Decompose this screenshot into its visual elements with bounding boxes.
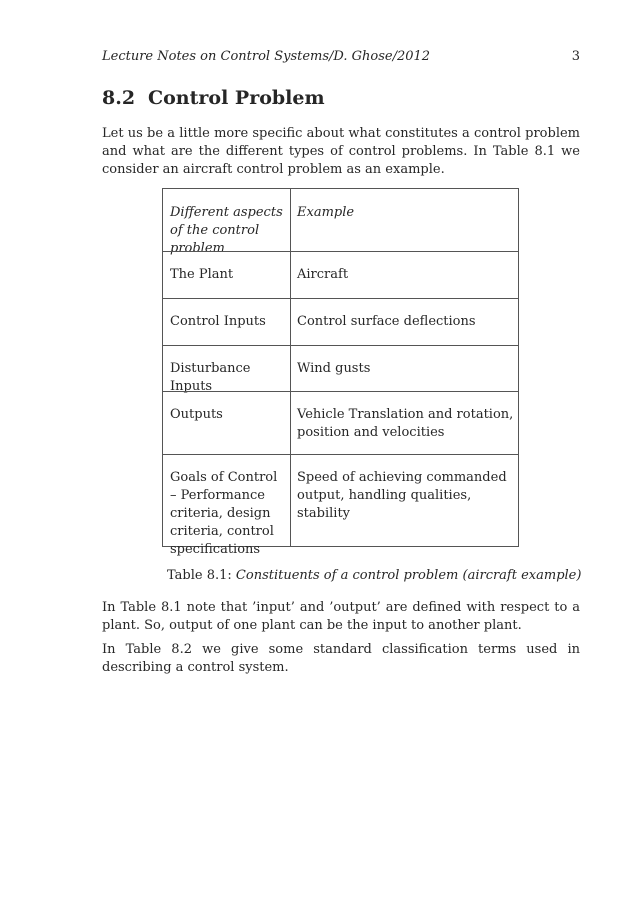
header-cell-example: Example: [297, 205, 355, 220]
aspect-cell: Disturbance Inputs: [170, 361, 251, 394]
aspect-cell: The Plant: [170, 267, 234, 282]
example-cell: Control surface deflections: [297, 314, 476, 329]
table-row: [163, 251, 518, 298]
aspects-table: [162, 188, 519, 557]
intro-paragraph: Let us be a little more specific about what constitutes a control problem and what are the different types of control problems. In Table 8.1 we consider an aircraft control problem as an example.: [102, 126, 580, 177]
table-row: [163, 454, 518, 557]
section-heading: [102, 87, 325, 109]
section-number: 8.2: [102, 87, 136, 109]
page-number: 3: [571, 49, 580, 64]
next-paragraph: In Table 8.2 we give some standard classification terms used in describing a control system.: [102, 642, 580, 675]
table-row: [163, 391, 518, 454]
table-row: [163, 298, 518, 345]
aspect-cell: Control Inputs: [170, 314, 266, 329]
example-cell: Speed of achieving commanded output, handling qualities, stability: [297, 470, 507, 521]
example-cell: Aircraft: [297, 267, 349, 282]
header-cell-aspects: Different aspects of the control problem: [170, 205, 283, 256]
section-title: Control Problem: [148, 87, 325, 109]
example-cell: Vehicle Translation and rotation, position and velocities: [297, 407, 514, 440]
note-paragraph: In Table 8.1 note that ’input’ and ’output’ are defined with respect to a plant. So, output of one plant can be the input to another plant.: [102, 600, 580, 633]
caption-label: Table 8.1:: [167, 568, 232, 583]
running-title: Lecture Notes on Control Systems/D. Ghose/2012: [102, 49, 431, 64]
table-header-row: [163, 189, 518, 256]
aspect-cell: Goals of Control – Performance criteria, design criteria, control specifications: [170, 470, 278, 557]
table-row: [163, 345, 518, 394]
caption-text: Constituents of a control problem (aircraft example): [235, 568, 582, 583]
table-caption: [167, 568, 581, 583]
aspect-cell: Outputs: [170, 407, 223, 422]
running-header: [102, 49, 580, 67]
example-cell: Wind gusts: [297, 361, 371, 376]
